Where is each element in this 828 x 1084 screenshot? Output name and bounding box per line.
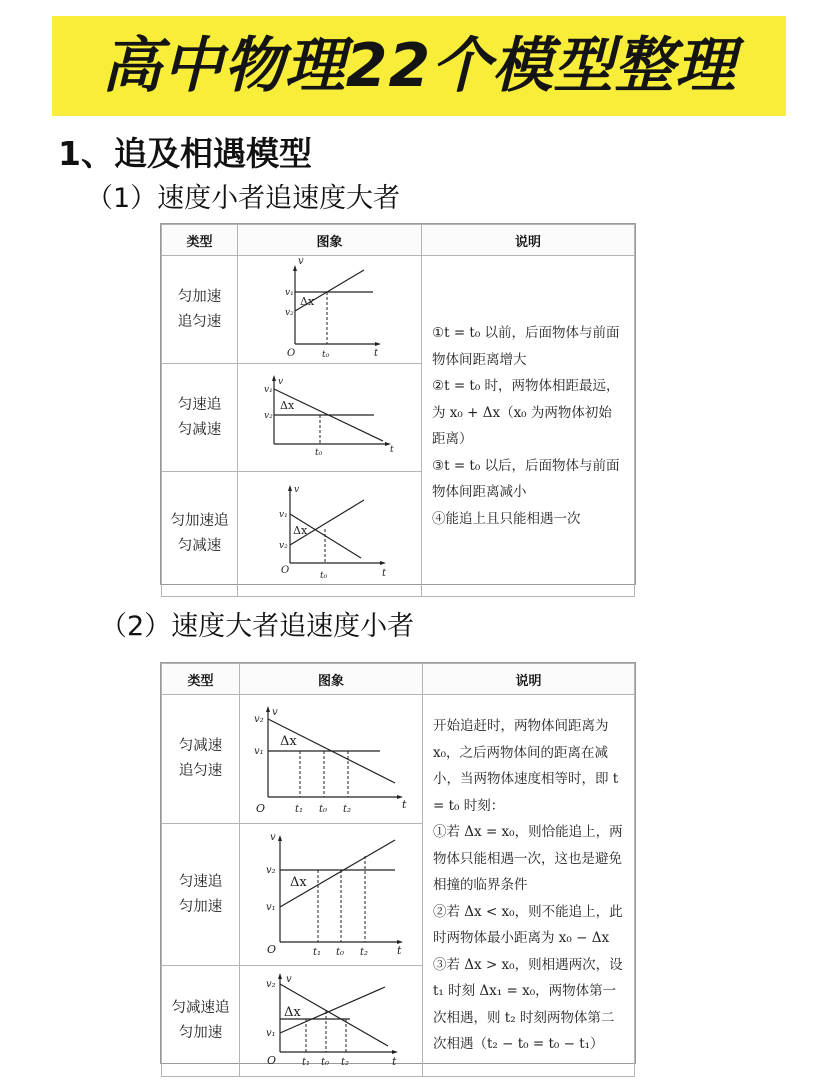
v1-label: v₁: [264, 385, 273, 395]
description-cell: [423, 695, 635, 1077]
vt-graph: [240, 966, 423, 1072]
v-label: v: [270, 832, 276, 843]
origin-label: O: [256, 802, 266, 815]
note: ③t = t₀ 以后，后面物体与前面物体间距离减小: [432, 457, 620, 500]
t0-label: t₀: [319, 804, 328, 815]
accelerating-line: [290, 500, 364, 545]
t2-label: t₂: [341, 1057, 350, 1068]
type-line: 匀速追: [177, 396, 222, 413]
type-line: 匀速追: [178, 873, 223, 890]
t0-label: t₀: [320, 571, 328, 581]
t-label: t: [402, 798, 407, 811]
t0-label: t₀: [336, 947, 345, 958]
description-cell: [422, 256, 635, 597]
v-axis-arrow: [288, 485, 292, 491]
v1-label: v₁: [285, 288, 294, 298]
v1-label: v₁: [266, 902, 276, 913]
t2-label: t₂: [360, 947, 369, 958]
table-row-type: [162, 695, 240, 824]
graph-cell: [238, 256, 422, 364]
t0-label: t₀: [315, 448, 323, 458]
t1-label: t₁: [295, 804, 304, 815]
dx-label: Δx: [300, 295, 315, 308]
t-axis-arrow: [392, 1050, 398, 1054]
v-axis-arrow: [293, 265, 297, 271]
v1-label: v₁: [254, 746, 264, 757]
vt-graph: [240, 695, 423, 819]
v-axis-arrow: [278, 973, 282, 979]
note: ④能追上且只能相遇一次: [432, 510, 581, 527]
t2-label: t₂: [343, 804, 352, 815]
table-row-type: [162, 966, 240, 1077]
header-graph: 图象: [240, 664, 423, 695]
header-description: 说明: [423, 664, 635, 695]
note: 开始追赶时，两物体间距离为 x₀，之后两物体间的距离在减小，当两物体速度相等时，即 t = t₀ 时刻：: [433, 718, 619, 814]
type-line: 匀加速: [177, 288, 222, 305]
v-label: v: [286, 974, 292, 985]
accelerating-line: [280, 840, 395, 907]
v2-label: v₂: [279, 541, 288, 551]
title-banner: [52, 16, 786, 116]
type-line: 匀减速追: [171, 1000, 230, 1016]
table-row-type: [162, 364, 238, 472]
header-type: 类型: [162, 225, 238, 256]
type-line: 匀加速追: [170, 513, 229, 529]
table-1: [160, 223, 636, 585]
v-axis-arrow: [272, 375, 276, 381]
header-description: 说明: [422, 225, 635, 256]
type-line: 匀加速: [178, 898, 223, 915]
subsection-heading-2: （2）速度大者追速度小者: [100, 611, 415, 642]
dx-label: Δx: [293, 524, 308, 537]
vt-graph: [238, 472, 422, 592]
note: ③若 Δx > x₀，则相遇两次，设 t₁ 时刻 Δx₁ = x₀，两物体第一次相遇，则 t₂ 时刻两物体第二次相遇（t₂ − t₀ = t₀ − t₁）: [433, 956, 623, 1053]
t-label: t: [397, 944, 402, 957]
v-label: v: [294, 485, 300, 495]
header-type: 类型: [162, 664, 240, 695]
v2-label: v₂: [266, 865, 276, 876]
section-heading: 1、追及相遇模型: [58, 134, 312, 173]
t-axis-arrow: [375, 342, 381, 346]
v2-label: v₂: [285, 308, 294, 318]
origin-label: O: [281, 565, 290, 576]
t-label: t: [374, 348, 379, 359]
t0-label: t₀: [321, 1057, 330, 1068]
t0-label: t₀: [322, 350, 330, 359]
graph-cell: [240, 824, 423, 966]
vt-graph: [240, 824, 423, 961]
type-line: 匀减速: [177, 538, 222, 554]
v-label: v: [298, 256, 304, 267]
table-row-type: [162, 824, 240, 966]
v-axis-arrow: [278, 835, 282, 841]
origin-label: O: [267, 943, 277, 956]
dx-label: Δx: [280, 399, 295, 412]
vt-graph: [238, 364, 422, 467]
type-line: 匀加速: [178, 1025, 223, 1041]
table-row-type: [162, 256, 238, 364]
type-line: 追匀速: [178, 763, 223, 779]
note: ①t = t₀ 以前，后面物体与前面物体间距离增大: [432, 325, 620, 368]
t-label: t: [392, 1055, 397, 1068]
graph-cell: [238, 472, 422, 597]
v2-label: v₂: [264, 411, 273, 421]
subsection-heading-1: （1）速度小者追速度大者: [86, 183, 401, 214]
v1-label: v₁: [279, 510, 288, 520]
t-axis-arrow: [380, 561, 386, 565]
note: ②若 Δx < x₀，则不能追上，此时两物体最小距离为 x₀ − Δx: [433, 903, 623, 947]
v2-label: v₂: [254, 714, 264, 725]
graph-cell: [240, 966, 423, 1077]
note: ①若 Δx = x₀，则恰能追上，两物体只能相遇一次，这也是避免相撞的临界条件: [433, 824, 623, 894]
note: ②t = t₀ 时，两物体相距最远，为 x₀ + Δx（x₀ 为两物体初始距离）: [432, 378, 620, 447]
page-title: 高中物理22个模型整理: [101, 31, 737, 101]
origin-label: O: [287, 348, 296, 359]
v-label: v: [278, 377, 284, 387]
v2-label: v₂: [266, 979, 276, 990]
v-label: v: [272, 707, 278, 718]
table-2: [160, 662, 636, 1068]
type-line: 匀减速: [178, 738, 223, 754]
type-line: 追匀速: [177, 313, 222, 330]
table-row-type: [162, 472, 238, 597]
dx-label: Δx: [284, 1005, 301, 1020]
graph-cell: [238, 364, 422, 472]
t-label: t: [390, 445, 394, 455]
v1-label: v₁: [266, 1028, 276, 1039]
dx-label: Δx: [290, 875, 307, 890]
dx-label: Δx: [280, 734, 297, 749]
v-axis-arrow: [266, 706, 270, 712]
t1-label: t₁: [302, 1057, 311, 1068]
header-graph: 图象: [238, 225, 422, 256]
t-label: t: [382, 568, 387, 579]
t1-label: t₁: [313, 947, 322, 958]
type-line: 匀减速: [177, 421, 222, 438]
vt-graph: [238, 256, 422, 359]
graph-cell: [240, 695, 423, 824]
origin-label: O: [267, 1054, 277, 1067]
